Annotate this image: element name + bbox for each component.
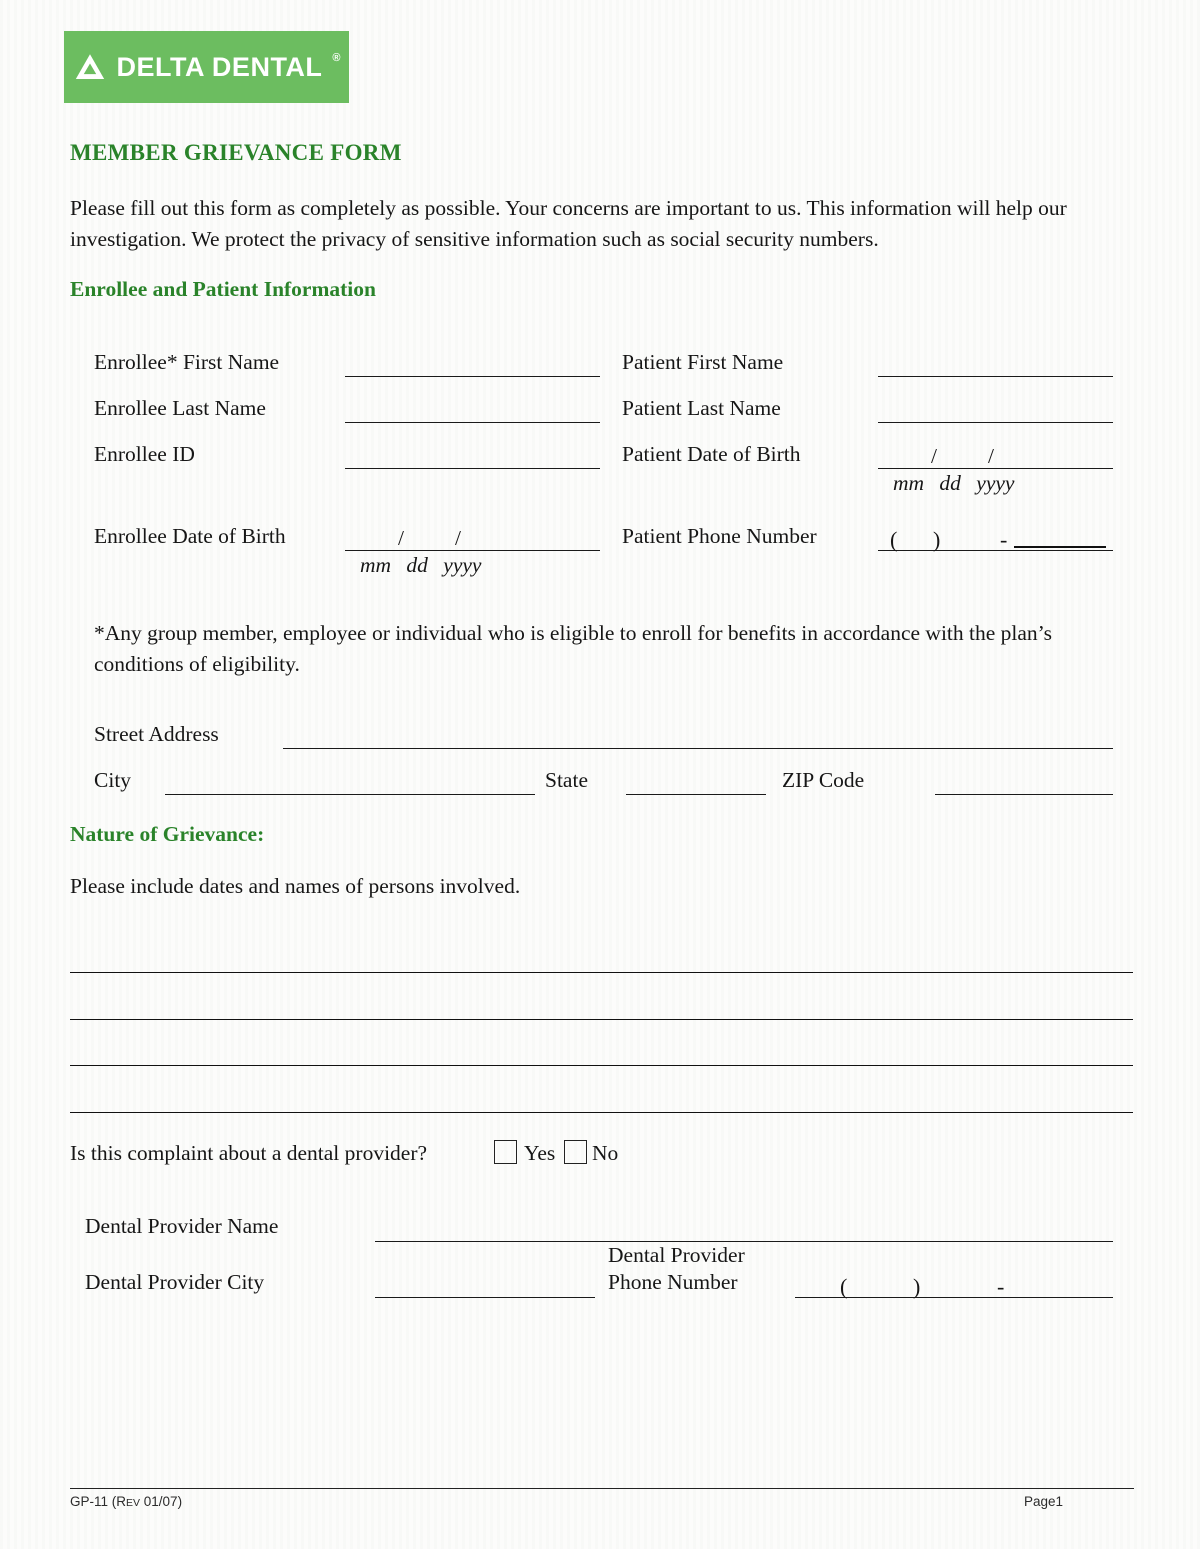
patient-phone-label: Patient Phone Number xyxy=(622,524,817,548)
no-label: No xyxy=(592,1141,619,1165)
footer-code-prefix: GP-11 (R xyxy=(70,1494,127,1509)
phone-close-paren: ) xyxy=(933,527,941,552)
enrollee-dob-label: Enrollee Date of Birth xyxy=(94,524,286,548)
dental-provider-city-label: Dental Provider City xyxy=(85,1270,265,1294)
grievance-text-line[interactable] xyxy=(70,1049,1133,1066)
grievance-text-line[interactable] xyxy=(70,956,1133,973)
section-heading-nature-of-grievance: Nature of Grievance: xyxy=(70,822,265,846)
brand-name: DELTA DENTAL xyxy=(116,51,323,82)
state-field[interactable] xyxy=(626,770,766,795)
phone-dash: - xyxy=(1000,527,1008,552)
patient-phone-field[interactable] xyxy=(878,526,1113,551)
phone-dash: - xyxy=(997,1274,1005,1299)
city-field[interactable] xyxy=(165,770,535,795)
intro-paragraph: Please fill out this form as completely as possible. Your concerns are important to us. This information will help our investigation. We protect the privacy of sensitive information such as social security numbers. xyxy=(70,196,1067,251)
footer-code-smallcaps: EV xyxy=(126,1497,141,1509)
enrollee-first-name-field[interactable] xyxy=(345,352,600,377)
enrollee-last-name-field[interactable] xyxy=(345,398,600,423)
street-address-label: Street Address xyxy=(94,722,219,746)
patient-first-name-field[interactable] xyxy=(878,352,1113,377)
enrollee-id-label: Enrollee ID xyxy=(94,442,195,466)
dental-provider-name-field[interactable] xyxy=(375,1216,1113,1242)
registered-mark: ® xyxy=(332,52,341,64)
delta-dental-logo xyxy=(64,31,349,103)
dental-provider-city-field[interactable] xyxy=(375,1272,595,1298)
date-slash: / xyxy=(455,526,461,550)
enrollee-last-name-label: Enrollee Last Name xyxy=(94,396,266,420)
zip-code-label: ZIP Code xyxy=(782,768,865,792)
dental-provider-question: Is this complaint about a dental provider? xyxy=(70,1141,428,1165)
phone-close-paren: ) xyxy=(913,1274,921,1299)
dental-provider-phone-field[interactable] xyxy=(795,1272,1113,1298)
date-slash: / xyxy=(988,444,994,468)
grievance-text-line[interactable] xyxy=(70,1003,1133,1020)
patient-first-name-label: Patient First Name xyxy=(622,350,784,374)
phone-underscore-segment xyxy=(1014,546,1106,548)
state-label: State xyxy=(545,768,588,792)
date-slash: / xyxy=(931,444,937,468)
footer-code-suffix: 01/07) xyxy=(140,1494,183,1509)
footer-form-code xyxy=(70,1494,182,1509)
dental-provider-name-label: Dental Provider Name xyxy=(85,1214,279,1238)
page-title: MEMBER GRIEVANCE FORM xyxy=(70,140,402,165)
grievance-instruction: Please include dates and names of persons involved. xyxy=(70,874,521,898)
phone-open-paren: ( xyxy=(840,1274,848,1299)
street-address-field[interactable] xyxy=(283,724,1113,749)
section-heading-enrollee-patient: Enrollee and Patient Information xyxy=(70,277,376,301)
dental-provider-phone-label-line1: Dental Provider xyxy=(608,1243,745,1267)
footer-page-number: Page1 xyxy=(1024,1494,1064,1509)
no-checkbox[interactable] xyxy=(564,1140,587,1164)
delta-triangle-icon xyxy=(73,51,107,83)
dental-provider-phone-label-line2: Phone Number xyxy=(608,1270,738,1294)
yes-label: Yes xyxy=(524,1141,556,1165)
enrollee-dob-field[interactable] xyxy=(345,526,600,551)
footer-divider xyxy=(70,1488,1134,1489)
yes-checkbox[interactable] xyxy=(494,1140,517,1164)
enrollee-id-field[interactable] xyxy=(345,444,600,469)
patient-dob-label: Patient Date of Birth xyxy=(622,442,801,466)
patient-last-name-field[interactable] xyxy=(878,398,1113,423)
grievance-text-line[interactable] xyxy=(70,1096,1133,1113)
enrollee-first-name-label: Enrollee* First Name xyxy=(94,350,280,374)
enrollee-dob-format-hint: mm dd yyyy xyxy=(360,553,482,577)
zip-code-field[interactable] xyxy=(935,770,1113,795)
patient-last-name-label: Patient Last Name xyxy=(622,396,781,420)
date-slash: / xyxy=(398,526,404,550)
enrollee-footnote: *Any group member, employee or individual who is eligible to enroll for benefits in accordance with the plan’s conditions of eligibility. xyxy=(94,621,1053,676)
phone-open-paren: ( xyxy=(890,527,898,552)
patient-dob-field[interactable] xyxy=(878,444,1113,469)
patient-dob-format-hint: mm dd yyyy xyxy=(893,471,1015,495)
city-label: City xyxy=(94,768,132,792)
